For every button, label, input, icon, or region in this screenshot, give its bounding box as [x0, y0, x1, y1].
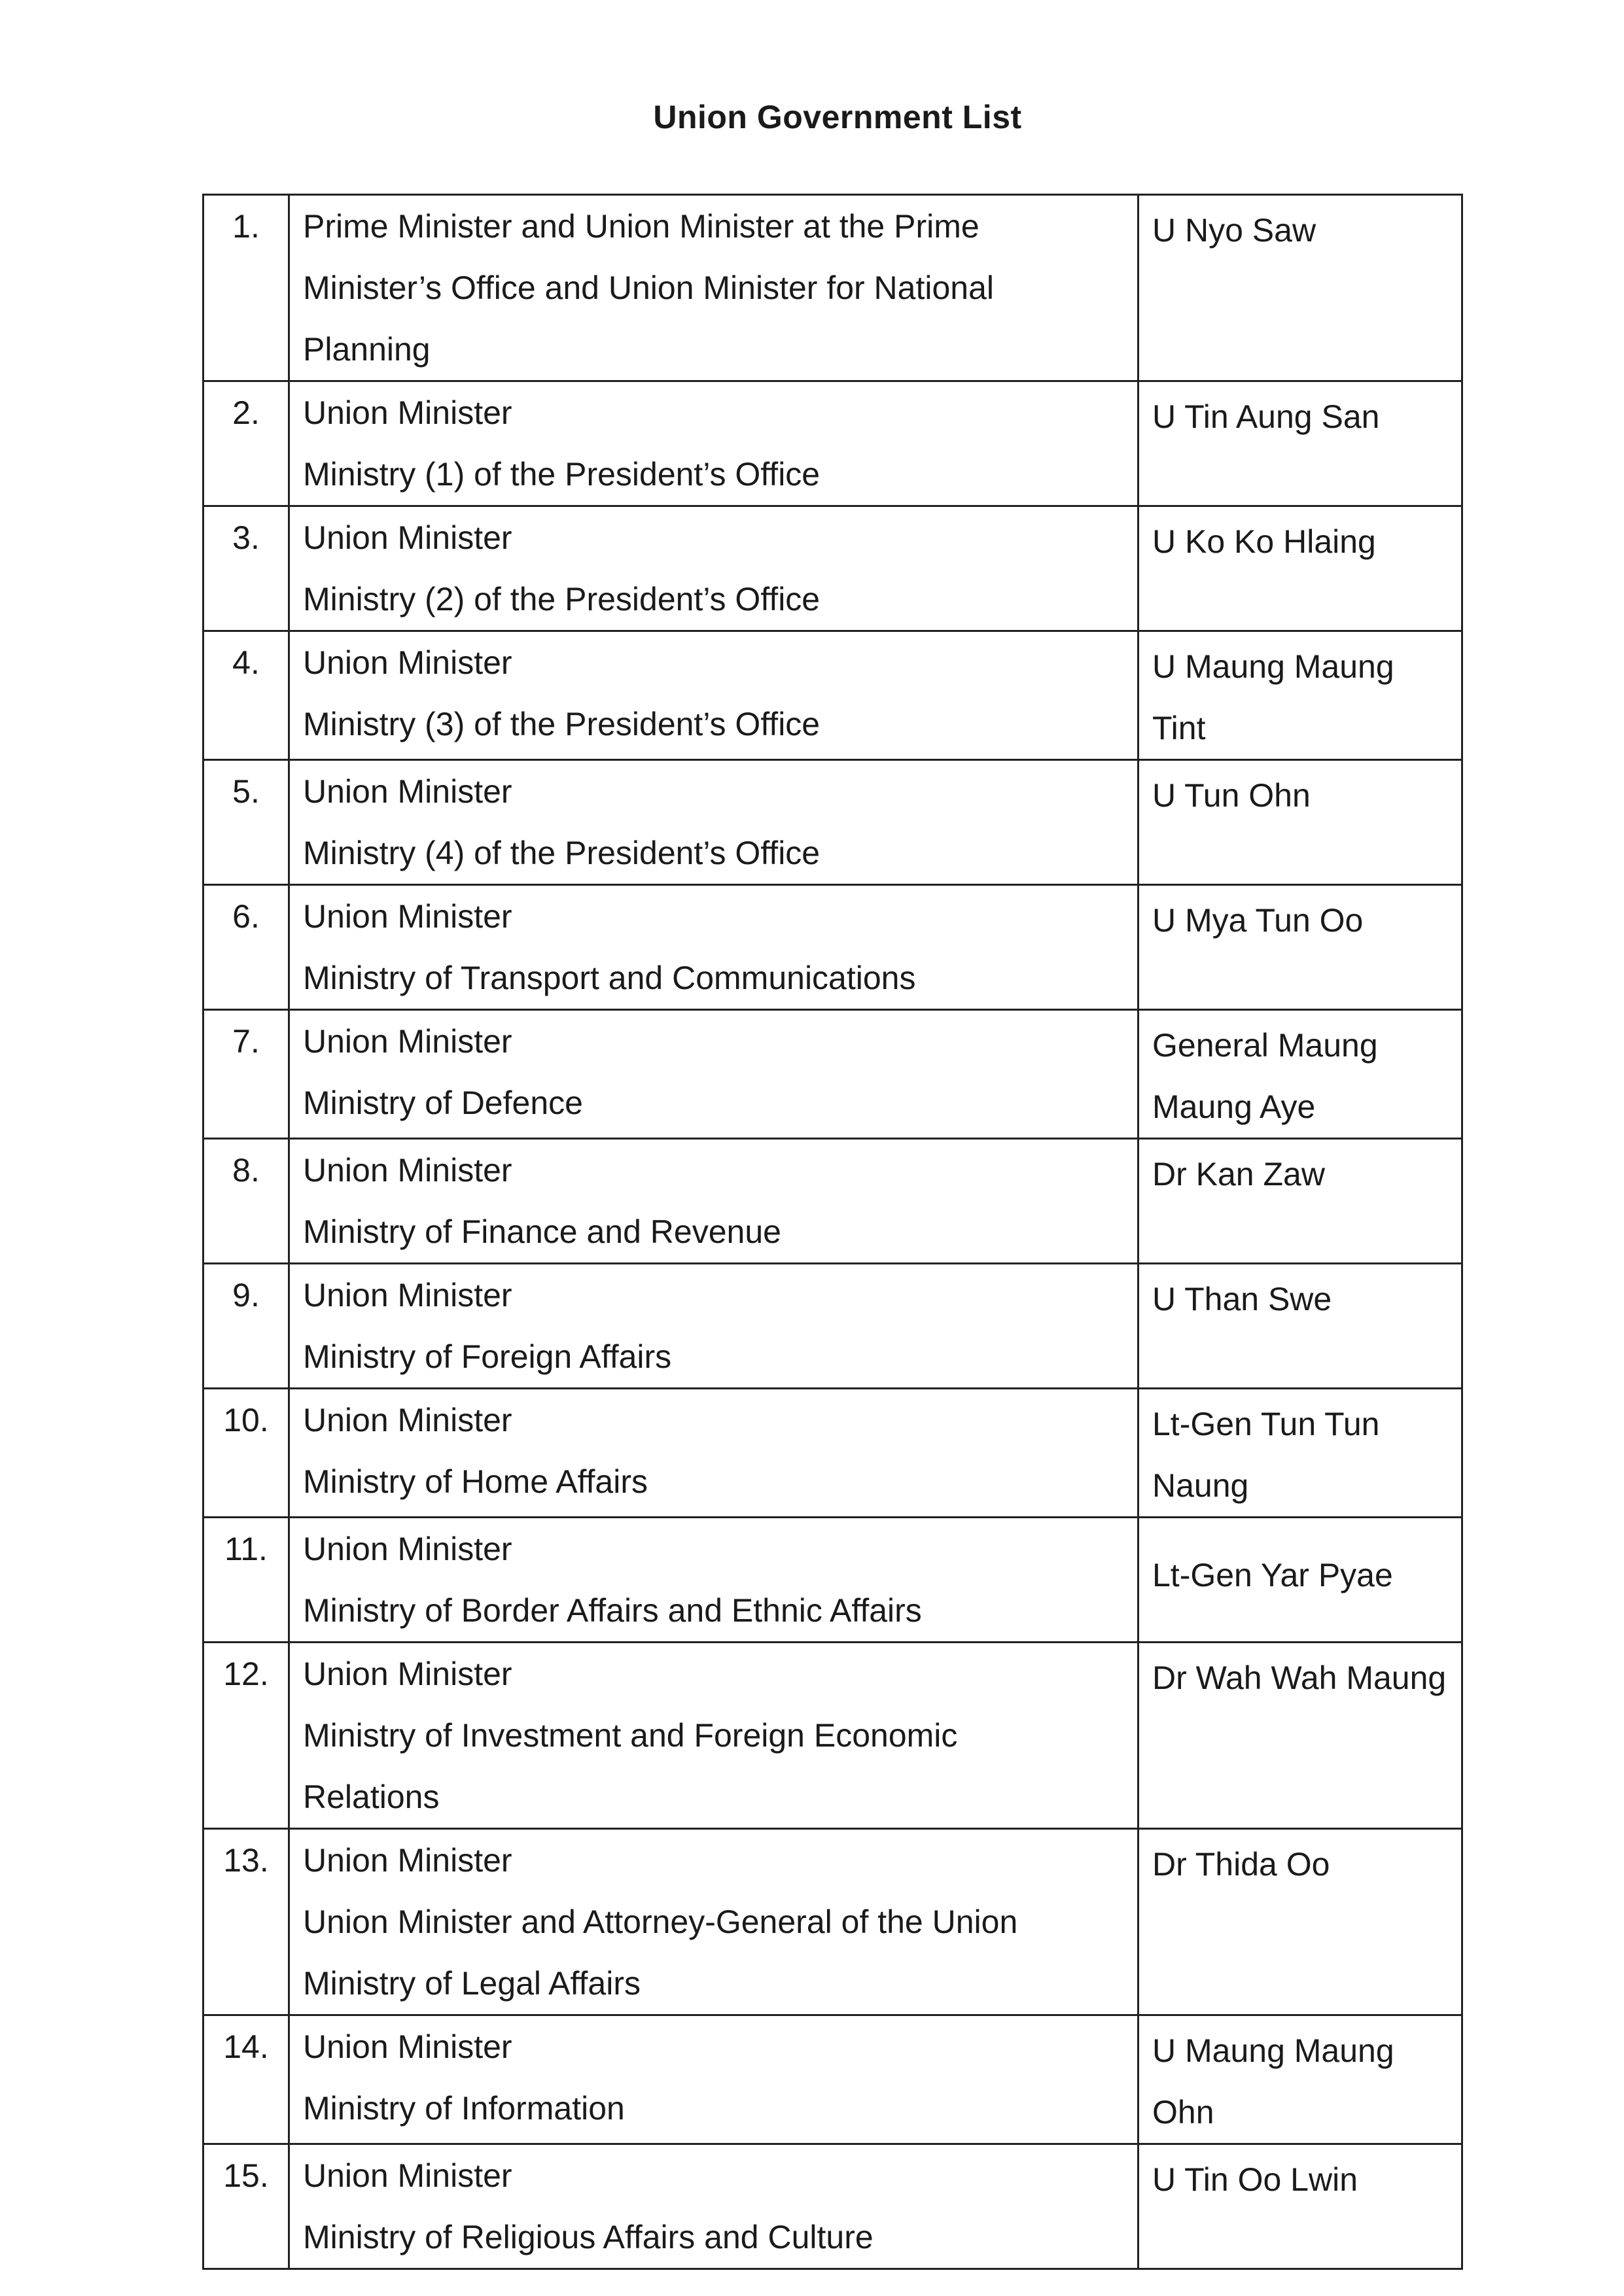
position-line: Union Minister	[303, 1277, 512, 1313]
position-line: Union Minister	[303, 1656, 512, 1692]
position-cell	[289, 1643, 1139, 1829]
row-number: 7.	[203, 1010, 289, 1139]
position-line: Union Minister	[303, 2028, 512, 2065]
position-cell	[289, 1829, 1139, 2015]
table-row	[203, 1829, 1462, 2015]
minister-name: U Maung Maung Ohn	[1152, 2032, 1394, 2131]
minister-name: U Ko Ko Hlaing	[1152, 523, 1376, 560]
table-row	[203, 381, 1462, 506]
position-line: Ministry of Border Affairs and Ethnic Affairs	[303, 1592, 922, 1629]
position-line: Ministry (2) of the President’s Office	[303, 581, 821, 617]
position-cell	[289, 885, 1139, 1010]
table-body	[203, 195, 1462, 2269]
row-number: 9.	[203, 1264, 289, 1389]
minister-name-cell	[1139, 1518, 1462, 1643]
position-cell	[289, 1389, 1139, 1518]
minister-name: U Tin Aung San	[1152, 398, 1380, 435]
table-row	[203, 1010, 1462, 1139]
table-row	[203, 2144, 1462, 2269]
row-number: 13.	[203, 1829, 289, 2015]
position-line: Union Minister and Attorney-General of the Union	[303, 1904, 1018, 1940]
table-row	[203, 195, 1462, 381]
row-number: 8.	[203, 1139, 289, 1264]
position-line: Ministry of Legal Affairs	[303, 1965, 641, 2002]
minister-name-cell	[1139, 506, 1462, 631]
minister-name: General Maung Maung Aye	[1152, 1027, 1378, 1125]
row-number: 6.	[203, 885, 289, 1010]
position-line: Ministry of Investment and Foreign Economic	[303, 1717, 958, 1754]
row-number: 12.	[203, 1643, 289, 1829]
minister-name-cell	[1139, 1264, 1462, 1389]
row-number: 10.	[203, 1389, 289, 1518]
minister-name-cell	[1139, 885, 1462, 1010]
position-line: Ministry of Religious Affairs and Culture	[303, 2219, 874, 2255]
minister-name: Dr Kan Zaw	[1152, 1156, 1325, 1192]
position-line: Ministry (3) of the President’s Office	[303, 706, 821, 742]
table-row	[203, 1264, 1462, 1389]
minister-name: Dr Thida Oo	[1152, 1846, 1330, 1883]
minister-name: U Tun Ohn	[1152, 777, 1311, 814]
position-line: Ministry of Foreign Affairs	[303, 1338, 672, 1375]
position-cell	[289, 1518, 1139, 1643]
position-line: Ministry of Information	[303, 2090, 625, 2127]
table-row	[203, 1389, 1462, 1518]
minister-name: Lt-Gen Tun Tun Naung	[1152, 1406, 1380, 1504]
table-row	[203, 760, 1462, 885]
minister-name-cell	[1139, 381, 1462, 506]
minister-name: U Nyo Saw	[1152, 212, 1316, 249]
position-cell	[289, 1010, 1139, 1139]
position-line: Ministry of Finance and Revenue	[303, 1213, 781, 1250]
position-line: Union Minister	[303, 1402, 512, 1438]
position-line: Union Minister	[303, 644, 512, 681]
minister-name-cell	[1139, 631, 1462, 760]
row-number: 2.	[203, 381, 289, 506]
row-number: 11.	[203, 1518, 289, 1643]
position-cell	[289, 1139, 1139, 1264]
document-title: Union Government List	[653, 99, 1022, 135]
minister-name: U Tin Oo Lwin	[1152, 2161, 1358, 2198]
row-number: 1.	[203, 195, 289, 381]
row-number: 15.	[203, 2144, 289, 2269]
table-row	[203, 1518, 1462, 1643]
position-line: Union Minister	[303, 1531, 512, 1567]
minister-name: U Than Swe	[1152, 1281, 1332, 1317]
position-cell	[289, 760, 1139, 885]
position-cell	[289, 2144, 1139, 2269]
position-line: Union Minister	[303, 898, 512, 935]
position-cell	[289, 1264, 1139, 1389]
minister-name: Lt-Gen Yar Pyae	[1152, 1557, 1393, 1593]
position-cell	[289, 506, 1139, 631]
row-number: 14.	[203, 2015, 289, 2144]
table-row	[203, 2015, 1462, 2144]
position-line: Union Minister	[303, 1842, 512, 1879]
union-government-table	[202, 194, 1463, 2270]
minister-name: U Mya Tun Oo	[1152, 902, 1364, 939]
position-line: Union Minister	[303, 394, 512, 431]
position-line: Minister’s Office and Union Minister for National	[303, 270, 995, 306]
row-number: 4.	[203, 631, 289, 760]
position-line: Planning	[303, 331, 431, 368]
position-line: Ministry (1) of the President’s Office	[303, 456, 821, 493]
row-number: 5.	[203, 760, 289, 885]
position-line: Ministry of Home Affairs	[303, 1463, 648, 1500]
position-line: Union Minister	[303, 773, 512, 810]
minister-name-cell	[1139, 2144, 1462, 2269]
minister-name-cell	[1139, 195, 1462, 381]
position-line: Ministry of Transport and Communications	[303, 960, 916, 996]
position-cell	[289, 631, 1139, 760]
position-line: Relations	[303, 1779, 440, 1815]
minister-name-cell	[1139, 1643, 1462, 1829]
minister-name-cell	[1139, 1139, 1462, 1264]
position-line: Union Minister	[303, 1152, 512, 1189]
position-line: Union Minister	[303, 1023, 512, 1060]
position-line: Union Minister	[303, 2157, 512, 2194]
position-line: Ministry of Defence	[303, 1085, 583, 1121]
minister-name: U Maung Maung Tint	[1152, 648, 1394, 746]
position-line: Union Minister	[303, 519, 512, 556]
position-cell	[289, 195, 1139, 381]
position-line: Prime Minister and Union Minister at the Prime	[303, 208, 980, 245]
position-cell	[289, 381, 1139, 506]
minister-name-cell	[1139, 2015, 1462, 2144]
position-line: Ministry (4) of the President’s Office	[303, 835, 821, 871]
table-row	[203, 885, 1462, 1010]
position-cell	[289, 2015, 1139, 2144]
row-number: 3.	[203, 506, 289, 631]
minister-name-cell	[1139, 1389, 1462, 1518]
minister-name-cell	[1139, 1829, 1462, 2015]
minister-name: Dr Wah Wah Maung	[1152, 1660, 1447, 1696]
table-row	[203, 631, 1462, 760]
table-row	[203, 1139, 1462, 1264]
minister-name-cell	[1139, 760, 1462, 885]
table-row	[203, 506, 1462, 631]
minister-name-cell	[1139, 1010, 1462, 1139]
table-row	[203, 1643, 1462, 1829]
